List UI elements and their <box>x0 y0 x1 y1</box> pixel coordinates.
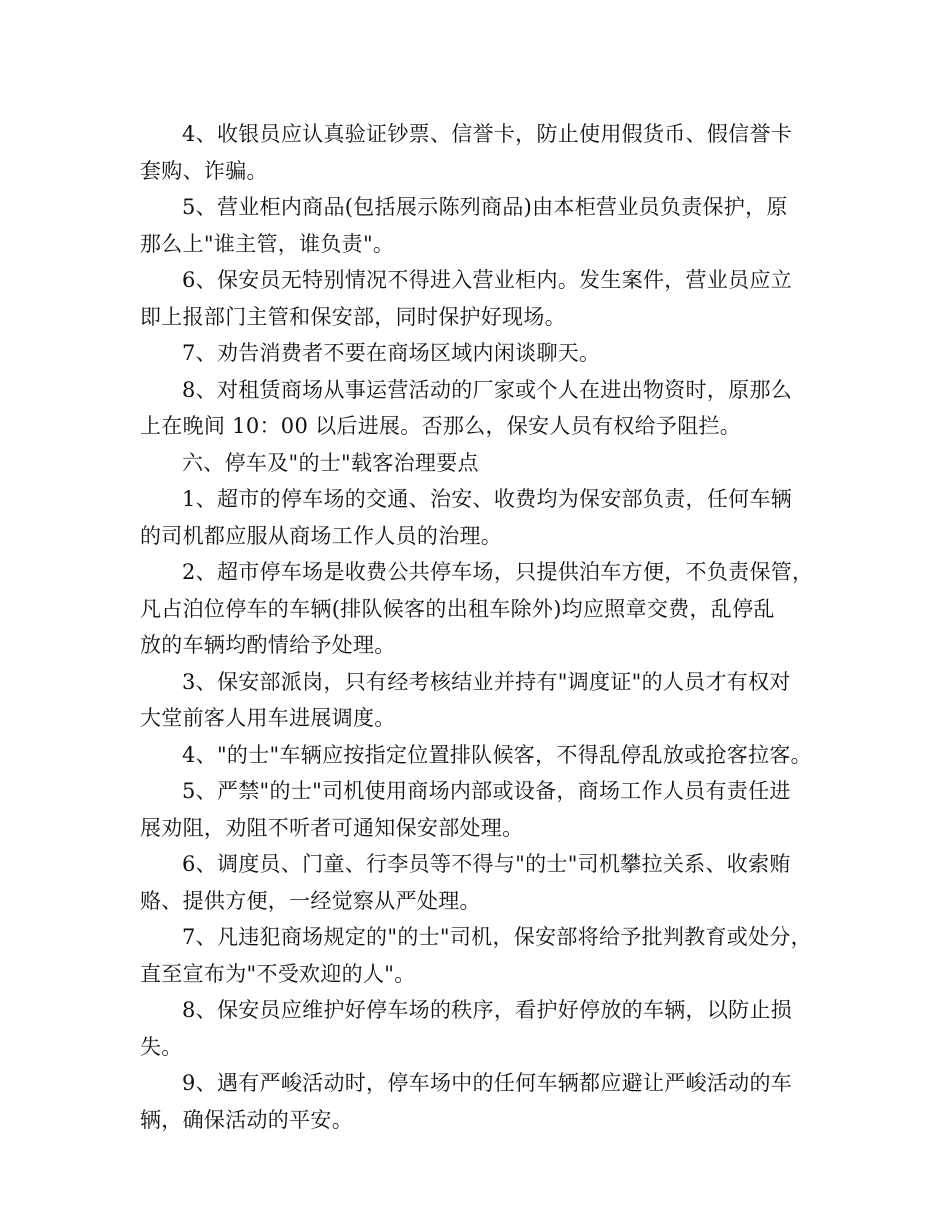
paragraph-line: 失。 <box>140 1034 183 1059</box>
paragraph-line: 4、收银员应认真验证钞票、信誉卡，防止使用假货币、假信誉卡 <box>182 122 793 146</box>
paragraph-staff-conduct <box>140 846 820 919</box>
paragraph-line: 1、超市的停车场的交通、治安、收费均为保安部负责，任何车辆 <box>182 487 793 511</box>
paragraph-violations <box>140 919 820 992</box>
paragraph-line: 直至宣布为"不受欢迎的人"。 <box>140 961 416 986</box>
paragraph-line: 套购、诈骗。 <box>140 158 268 183</box>
paragraph-taxi-facilities <box>140 773 820 846</box>
paragraph-line: 7、劝告消费者不要在商场区域内闲谈聊天。 <box>182 341 601 365</box>
paragraph-line: 大堂前客人用车进展调度。 <box>140 706 396 730</box>
paragraph-line: 即上报部门主管和保安部，同时保护好现场。 <box>140 304 566 329</box>
paragraph-line: 6、调度员、门童、行李员等不得与"的士"司机攀拉关系、收索贿 <box>182 852 791 876</box>
paragraph-line: 放的车辆均酌情给予处理。 <box>140 633 396 657</box>
paragraph-cashier-verification <box>140 116 820 189</box>
paragraph-line: 辆，确保活动的平安。 <box>140 1107 353 1132</box>
paragraph-line: 8、对租赁商场从事运营活动的厂家或个人在进出物资时，原那么 <box>182 377 793 402</box>
paragraph-line: 展劝阻，劝阻不听者可通知保安部处理。 <box>140 815 524 840</box>
paragraph-line: 凡占泊位停车的车辆(排队候客的出租车除外)均应照章交费，乱停乱 <box>140 596 775 621</box>
paragraph-parking-order <box>140 992 820 1065</box>
paragraph-dispatch <box>140 664 820 737</box>
paragraph-line: 赂、提供方便，一经觉察从严处理。 <box>140 888 481 913</box>
paragraph-line: 7、凡违犯商场规定的"的士"司机，保安部将给予批判教育或处分， <box>182 925 812 949</box>
paragraph-line: 6、保安员无特别情况不得进入营业柜内。发生案件，营业员应立 <box>182 268 793 292</box>
paragraph-line: 3、保安部派岗，只有经考核结业并持有"调度证"的人员才有权对 <box>182 669 791 694</box>
paragraph-parking-fees <box>140 554 820 664</box>
paragraph-line: 六、停车及"的士"载客治理要点 <box>182 450 479 475</box>
paragraph-line: 5、营业柜内商品(包括展示陈列商品)由本柜营业员负责保护，原 <box>182 195 788 219</box>
paragraph-line: 8、保安员应维护好停车场的秩序，看护好停放的车辆，以防止损 <box>182 998 793 1022</box>
paragraph-taxi-queue <box>140 737 820 774</box>
paragraph-major-events <box>140 1065 820 1138</box>
paragraph-line: 上在晚间 10：00 以后进展。否那么，保安人员有权给予阻拦。 <box>140 414 742 438</box>
paragraph-line: 的司机都应服从商场工作人员的治理。 <box>140 523 503 548</box>
paragraph-line: 5、严禁"的士"司机使用商场内部或设备，商场工作人员有责任进 <box>182 779 791 803</box>
paragraph-security-counter <box>140 262 820 335</box>
paragraph-counter-goods <box>140 189 820 262</box>
paragraph-line: 2、超市停车场是收费公共停车场，只提供泊车方便，不负责保管， <box>182 560 814 584</box>
paragraph-line: 9、遇有严峻活动时，停车场中的任何车辆都应避让严峻活动的车 <box>182 1071 793 1095</box>
paragraph-tenant-goods <box>140 372 820 445</box>
document-body <box>140 116 820 1138</box>
paragraph-line: 4、"的士"车辆应按指定位置排队候客，不得乱停乱放或抢客拉客。 <box>182 742 812 767</box>
paragraph-parking-responsibility <box>140 481 820 554</box>
section-heading-parking-taxi <box>140 445 820 482</box>
paragraph-line: 那么上"谁主管，谁负责"。 <box>140 231 395 256</box>
paragraph-advise-customers <box>140 335 820 372</box>
